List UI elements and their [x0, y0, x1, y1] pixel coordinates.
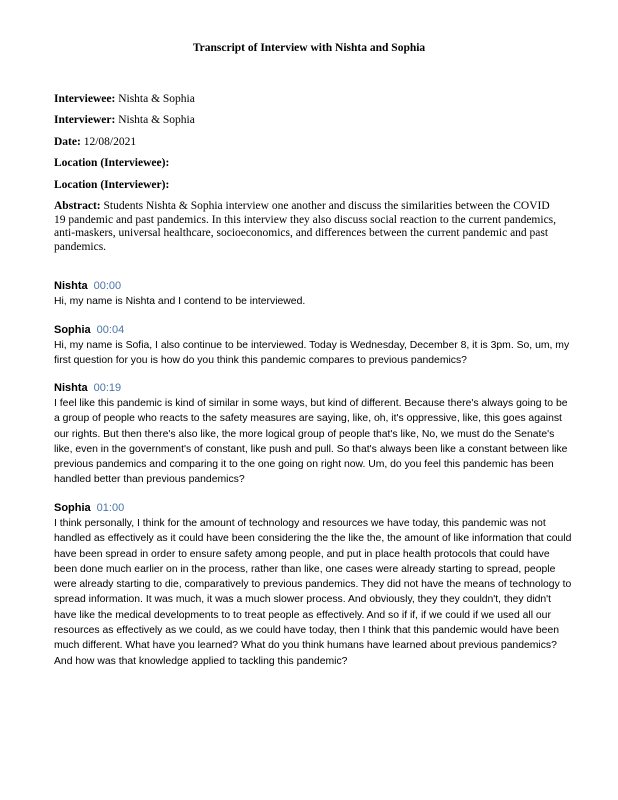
location-interviewer-label: Location (Interviewer): — [54, 179, 170, 191]
date-line — [54, 135, 564, 149]
turn-text: I think personally, I think for the amount of technology and resources we have today, this pandemic was not handled as effectively as it could have been considering the the like the, the amount of like information that could have been spread in order to ensure safety among people, and put in place health protocols that could have been done much earlier on in the process, rather than like, one cases were already starting to spread, people were already starting to die, comparatively to previous pandemics. They did not have the means of technology to spread information. It was much, it was a much slower process. And obviously, they they couldn't, they didn't have like the medical developments to to treat people as effectively. And so if if, if we could if we used all our resources as effectively as we could, as we could have today, then I think that this pandemic would have been much different. What have you learned? What do you think humans have learned about previous pandemics? And how was that knowledge applied to tackling this pandemic? — [54, 518, 572, 667]
timestamp-link[interactable]: 00:00 — [93, 280, 122, 292]
speaker-name: Nishta — [54, 280, 88, 292]
timestamp-link[interactable]: 00:19 — [93, 382, 122, 394]
transcript-turn — [54, 381, 574, 488]
timestamp-link[interactable]: 00:04 — [96, 324, 125, 336]
location-interviewee-line — [54, 156, 564, 170]
date-value: 12/08/2021 — [83, 136, 137, 148]
transcript-turn — [54, 323, 574, 369]
turn-text: Hi, my name is Sofia, I also continue to be interviewed. Today is Wednesday, December 8, it is 3pm. So, um, my first question for you is how do you think this pandemic compares to previous pandemics? — [54, 340, 570, 367]
speaker-name: Sophia — [54, 324, 91, 336]
speaker-name: Sophia — [54, 502, 91, 514]
transcript-turn — [54, 501, 574, 669]
abstract — [54, 200, 564, 254]
interviewee-value: Nishta & Sophia — [118, 93, 195, 105]
interviewee-line — [54, 92, 564, 106]
location-interviewer-line — [54, 178, 564, 192]
transcript-turn — [54, 279, 574, 309]
timestamp-link[interactable]: 01:00 — [96, 502, 125, 514]
date-label: Date: — [54, 136, 81, 148]
abstract-label: Abstract: — [54, 200, 101, 212]
speaker-name: Nishta — [54, 382, 88, 394]
interviewer-line — [54, 113, 564, 127]
document-title: Transcript of Interview with Nishta and Sophia — [192, 42, 426, 54]
interviewer-value: Nishta & Sophia — [118, 114, 195, 126]
interviewee-label: Interviewee: — [54, 93, 116, 105]
location-interviewee-label: Location (Interviewee): — [54, 157, 170, 169]
turn-text: I feel like this pandemic is kind of similar in some ways, but kind of different. Because there's always going to be a group of people who reacts to the safety measures are saying, like, oh, it's oppressive, like, this goes against our rights. But then there's also like, the more logical group of people that's like, No, we must do the Senate's like, even in the government's of constant, like push and pull. So that's always been like a constant between like previous pandemics and comparing it to the one going on right now. Um, do you feel this pandemic has been handled better than previous pandemics? — [54, 398, 568, 486]
abstract-text: Students Nishta & Sophia interview one another and discuss the similarities between the COVID 19 pandemic and past pandemics. In this interview they also discuss social reaction to the current pandemics, anti-maskers, universal healthcare, socioeconomics, and differences between the current pandemic and past pandemics. — [54, 200, 557, 253]
interviewer-label: Interviewer: — [54, 114, 116, 126]
turn-text: Hi, my name is Nishta and I contend to be interviewed. — [54, 296, 306, 307]
